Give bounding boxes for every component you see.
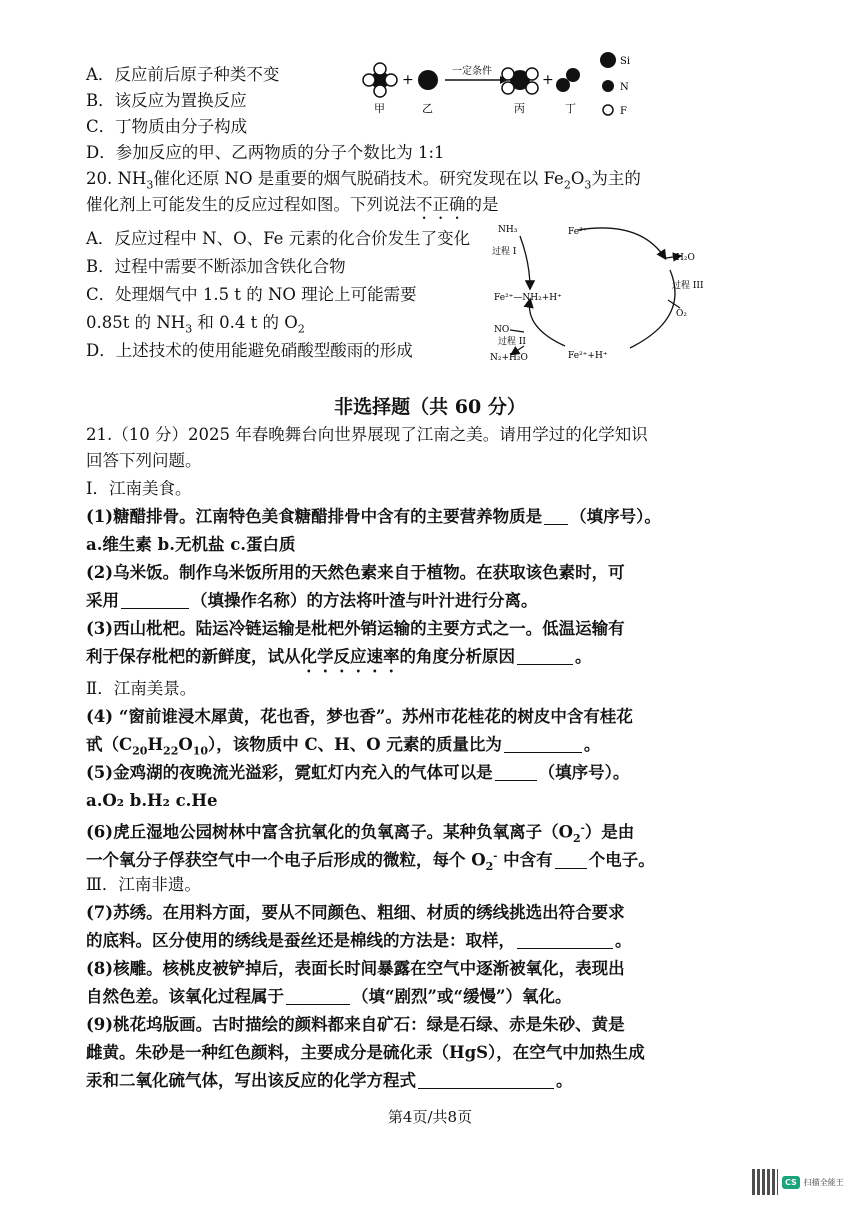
legend-n-icon <box>602 80 614 92</box>
q21-p8-line2 <box>86 986 571 1008</box>
label-o2: O₂ <box>676 309 687 319</box>
q21-part2-title: Ⅱ．江南美景。 <box>86 679 197 698</box>
q21-p6-text: (6)虎丘湿地公园树林中富含抗氧化的负氧离子。某种负氧离子（O <box>86 822 573 842</box>
q20-stem-line2 <box>86 194 499 223</box>
answer-blank[interactable] <box>121 592 189 609</box>
q21-p6-text: 一个氧分子俘获空气中一个电子后形成的微粒，每个 O <box>86 850 486 870</box>
label-fe3: Fe³⁺ <box>568 227 588 237</box>
molecule-jia <box>363 63 397 97</box>
q21-p5-text: （填序号）。 <box>538 763 630 782</box>
q21-p4-text: O <box>178 735 193 754</box>
legend-n: N <box>620 82 629 93</box>
q21-p7-text: 的底料。区分使用的绣线是蚕丝还是棉线的方法是：取样， <box>86 931 515 950</box>
q20-stem-part: 的是 <box>465 195 499 214</box>
q21-part1-title: Ⅰ．江南美食。 <box>86 479 192 498</box>
label-process2: 过程 II <box>498 337 526 347</box>
q20-option-d: D．上述技术的使用能避免硝酸型酸雨的形成 <box>86 341 413 360</box>
q21-p1 <box>86 506 661 528</box>
q21-p6-line1: (6)虎丘湿地公园树林中富含抗氧化的负氧离子。某种负氧离子$(O_2^-)$是由 <box>86 822 635 845</box>
label-h2o: H₂O <box>676 253 695 263</box>
answer-blank[interactable] <box>517 932 613 949</box>
answer-blank[interactable] <box>555 852 587 869</box>
q20-option-b: B．过程中需要不断添加含铁化合物 <box>86 257 346 276</box>
q20-option-c-part: 0.85t 的 NH <box>86 313 186 332</box>
camscanner-logo: CS <box>782 1176 800 1189</box>
q21-p8-line1: (8)核雕。核桃皮被铲掉后，表面长时间暴露在空气中逐渐被氧化，表现出 <box>86 959 625 978</box>
q20-stem-part: 催化剂上可能发生的反应过程如图。下列说法 <box>86 195 416 214</box>
q21-p9-line2: 雌黄。朱砂是一种红色颜料，主要成分是硫化汞（HgS），在空气中加热生成 <box>86 1043 645 1062</box>
q21-p2-text: 采用 <box>86 591 119 610</box>
label-yi: 乙 <box>422 102 433 115</box>
q21-p4-text: 。 <box>583 735 601 754</box>
q21-p6-line2: 一个氧分子俘获空气中一个电子后形成的微粒，每个 $O_2^-$ 中含有 个电子。 <box>86 850 655 873</box>
legend-f-icon <box>603 105 613 115</box>
label-nh3: NH₃ <box>498 225 518 235</box>
q21-p9-line1: (9)桃花坞版画。古时描绘的颜料都来自矿石：绿是石绿、赤是朱砂、黄是 <box>86 1015 625 1034</box>
answer-blank[interactable] <box>544 508 568 525</box>
q21-p6-text: ）是由 <box>584 822 635 842</box>
q20-option-a: A．反应过程中 N、O、Fe 元素的化合价发生了变化 <box>86 229 471 248</box>
legend-si-icon <box>600 52 616 68</box>
q21-p3-text: 。 <box>575 647 592 666</box>
label-process3: 过程 III <box>672 281 704 291</box>
q19-option-c: C．丁物质由分子构成 <box>86 117 248 136</box>
q21-p4-text: 甙（C <box>86 735 133 754</box>
catalytic-cycle-diagram <box>490 218 710 368</box>
label-ding: 丁 <box>565 102 576 115</box>
answer-blank[interactable] <box>286 988 350 1005</box>
q20-option-c: C．处理烟气中 1.5 t 的 NO 理论上可能需要 <box>86 285 417 304</box>
q21-p7-line2 <box>86 930 632 952</box>
q21-p5-text: (5)金鸡湖的夜晚流光溢彩，霓虹灯内充入的气体可以是 <box>86 763 493 782</box>
answer-blank[interactable] <box>504 736 582 753</box>
label-jia: 甲 <box>374 102 385 115</box>
label-fe2-h: Fe²⁺+H⁺ <box>568 351 608 361</box>
q21-p9-text: 汞和二氧化硫气体，写出该反应的化学方程式 <box>86 1071 416 1090</box>
camscanner-text: 扫描全能王 <box>803 1177 844 1187</box>
q20-option-c-part: 和 0.4 t 的 O <box>192 313 298 332</box>
q21-p6-text: 个电子。 <box>588 850 655 870</box>
answer-blank[interactable] <box>418 1072 554 1089</box>
q19-option-b: B．该反应为置换反应 <box>86 91 247 110</box>
label-no: NO <box>494 325 510 335</box>
q21-stem-line1: 21.（10 分）2025 年春晚舞台向世界展现了江南之美。请用学过的化学知识 <box>86 425 648 444</box>
label-n2-h2o: N₂+H₂O <box>490 353 528 363</box>
q21-p1-text: (1)糖醋排骨。江南特色美食糖醋排骨中含有的主要营养物质是 <box>86 507 543 526</box>
q21-p3-emphasis: 化学反应速率 <box>300 647 400 666</box>
q21-p2-line2 <box>86 590 538 612</box>
q20-stem-part: 催化还原 NO 是重要的烟气脱硝技术。研究发现在以 Fe <box>153 169 564 188</box>
q21-part3-title: Ⅲ．江南非遗。 <box>86 875 201 894</box>
svg-text:+: + <box>542 72 554 88</box>
q21-p4-text: ），该物质中 C、H、O 元素的质量比为 <box>208 735 502 754</box>
q21-p3-text: 利于保存枇杷的新鲜度，试从 <box>86 647 301 666</box>
q20-stem-line1: 20. $NH_3$催化还原 NO 是重要的烟气脱硝技术。研究发现在以 $Fe_2O_3$为主的 <box>86 169 641 192</box>
q21-p4-text: H <box>147 735 164 754</box>
q21-p8-text: 自然色差。该氧化过程属于 <box>86 987 284 1006</box>
q20-stem-part: 20. NH <box>86 169 147 188</box>
section-title: 非选择题（共 60 分） <box>334 396 526 418</box>
molecule-bing <box>502 68 538 94</box>
q20-stem-part: O <box>570 169 585 188</box>
q20-option-c-line2: 0.85t 的 $NH_3$ 和 0.4 t 的 $O_2$ <box>86 313 305 336</box>
label-process1: 过程 I <box>492 247 517 257</box>
qr-code-icon <box>752 1169 778 1195</box>
molecule-ding <box>556 68 580 92</box>
q19-option-d: D．参加反应的甲、乙两物质的分子个数比为 1:1 <box>86 143 445 162</box>
q21-p8-text: （填“剧烈”或“缓慢”）氧化。 <box>352 987 572 1006</box>
q19-option-a: A．反应前后原子种类不变 <box>86 65 280 84</box>
q20-stem-part: 为主的 <box>591 169 641 188</box>
answer-blank[interactable] <box>495 764 537 781</box>
q21-p1-options: a.维生素 b.无机盐 c.蛋白质 <box>86 535 296 554</box>
reaction-molecule-diagram <box>360 40 660 120</box>
q21-p4-line1: (4) “窗前谁浸木犀黄，花也香，梦也香”。苏州市花桂花的树皮中含有桂花 <box>86 707 633 726</box>
q21-p2-text: （填操作名称）的方法将叶渣与叶汁进行分离。 <box>191 591 538 610</box>
q21-p2-line1: (2)乌米饭。制作乌米饭所用的天然色素来自于植物。在获取该色素时，可 <box>86 563 625 582</box>
reaction-condition: 一定条件 <box>452 66 492 77</box>
q21-p7-text: 。 <box>615 931 632 950</box>
q20-emphasis: 不正确 <box>416 195 466 214</box>
q21-p3-text: 的角度分析原因 <box>399 647 515 666</box>
q21-p7-line1: (7)苏绣。在用料方面，要从不同颜色、粗细、材质的绣线挑选出符合要求 <box>86 903 625 922</box>
page-footer: 第4页/共8页 <box>387 1108 473 1126</box>
q21-p5-options: a.O₂ b.H₂ c.He <box>86 791 218 810</box>
scanner-watermark <box>752 1167 848 1197</box>
answer-blank[interactable] <box>517 648 573 665</box>
legend-f: F <box>620 106 627 117</box>
q21-p6-text: 中含有 <box>497 850 553 870</box>
label-fe2-complex: Fe²⁺—NH₂+H⁺ <box>494 293 562 303</box>
svg-text:+: + <box>402 72 414 88</box>
q21-p3-line1: (3)西山枇杷。陆运冷链运输是枇杷外销运输的主要方式之一。低温运输有 <box>86 619 625 638</box>
label-bing: 丙 <box>514 102 525 115</box>
q21-p3-line2 <box>86 646 592 676</box>
q21-p5-line1 <box>86 762 629 784</box>
legend-si: Si <box>620 56 631 67</box>
q21-p1-text: （填序号）。 <box>570 507 661 526</box>
q21-stem-line2: 回答下列问题。 <box>86 451 202 470</box>
q21-p9-text: 。 <box>556 1071 573 1090</box>
q21-p4-line2: 甙$(C_{20}H_{22}O_{10})$，该物质中 C、H、O 元素的质量比为 。 <box>86 735 601 758</box>
q21-p9-line3 <box>86 1070 573 1092</box>
molecule-yi <box>418 70 438 90</box>
